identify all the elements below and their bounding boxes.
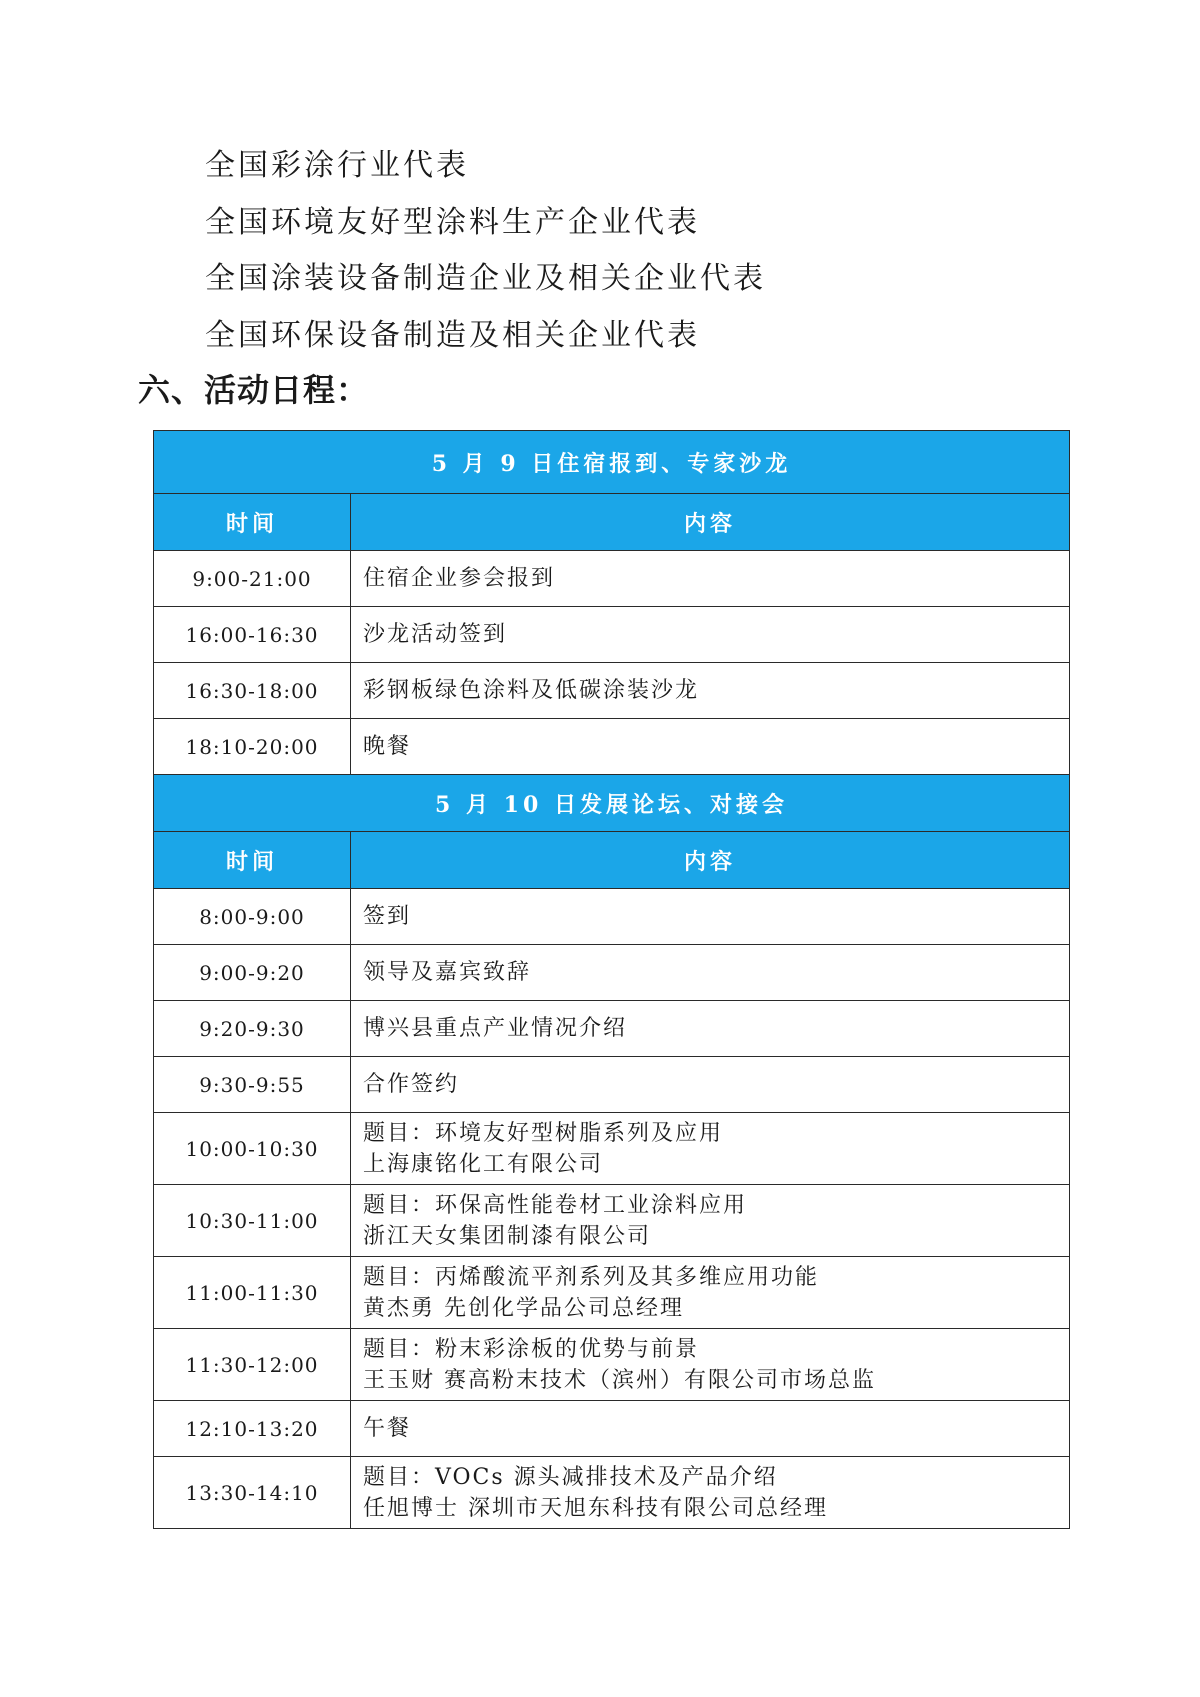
schedule-time: 11:00-11:30 xyxy=(154,1257,351,1329)
day2-title: 5 月 10 日发展论坛、对接会 xyxy=(154,775,1070,832)
schedule-time: 10:00-10:30 xyxy=(154,1113,351,1185)
schedule-row xyxy=(154,1185,1070,1257)
col-time-header: 时间 xyxy=(154,832,351,889)
schedule-row xyxy=(154,607,1070,663)
schedule-content xyxy=(351,1457,1070,1529)
schedule-time: 16:30-18:00 xyxy=(154,663,351,719)
schedule-content-line: 题目：环保高性能卷材工业涂料应用 xyxy=(363,1192,748,1218)
schedule-content-line: 题目：VOCs 源头减排技术及产品介绍 xyxy=(363,1464,778,1490)
schedule-content-line: 午餐 xyxy=(363,1416,412,1441)
schedule-time: 8:00-9:00 xyxy=(154,889,351,945)
schedule-content-line: 浙江天女集团制漆有限公司 xyxy=(363,1223,652,1249)
schedule-time: 12:10-13:20 xyxy=(154,1401,351,1457)
schedule-time: 9:20-9:30 xyxy=(154,1001,351,1057)
schedule-content-line: 彩钢板绿色涂料及低碳涂装沙龙 xyxy=(363,678,700,703)
schedule-row xyxy=(154,551,1070,607)
schedule-content xyxy=(351,889,1070,945)
schedule-content xyxy=(351,1401,1070,1457)
attendee-item: 全国环境友好型涂料生产企业代表 xyxy=(205,204,700,240)
schedule-row xyxy=(154,663,1070,719)
schedule-content xyxy=(351,719,1070,775)
schedule-time: 18:10-20:00 xyxy=(154,719,351,775)
schedule-content xyxy=(351,607,1070,663)
schedule-time: 10:30-11:00 xyxy=(154,1185,351,1257)
section-heading: 六、活动日程： xyxy=(138,371,370,409)
schedule-content-line: 题目：粉末彩涂板的优势与前景 xyxy=(363,1336,700,1362)
day2-header-row xyxy=(154,832,1070,889)
schedule-content-line: 黄杰勇 先创化学品公司总经理 xyxy=(363,1295,684,1321)
schedule-time: 11:30-12:00 xyxy=(154,1329,351,1401)
attendee-item: 全国环保设备制造及相关企业代表 xyxy=(205,317,700,353)
schedule-time: 9:00-21:00 xyxy=(154,551,351,607)
schedule-row xyxy=(154,1401,1070,1457)
schedule-content xyxy=(351,1257,1070,1329)
schedule-content xyxy=(351,1057,1070,1113)
schedule-content-line: 博兴县重点产业情况介绍 xyxy=(363,1016,628,1041)
schedule-time: 9:30-9:55 xyxy=(154,1057,351,1113)
schedule-time: 16:00-16:30 xyxy=(154,607,351,663)
col-time-header: 时间 xyxy=(154,494,351,551)
schedule-content xyxy=(351,1329,1070,1401)
schedule-row xyxy=(154,945,1070,1001)
schedule-row xyxy=(154,1457,1070,1529)
schedule-content-line: 题目：丙烯酸流平剂系列及其多维应用功能 xyxy=(363,1264,820,1290)
schedule-content-line: 签到 xyxy=(363,904,412,929)
schedule-content xyxy=(351,1185,1070,1257)
schedule-content-line: 晚餐 xyxy=(363,734,412,759)
schedule-content-line: 合作签约 xyxy=(363,1072,460,1097)
schedule-content xyxy=(351,551,1070,607)
schedule-time: 13:30-14:10 xyxy=(154,1457,351,1529)
day1-title: 5 月 9 日住宿报到、专家沙龙 xyxy=(154,431,1070,494)
attendee-item: 全国涂装设备制造企业及相关企业代表 xyxy=(205,261,766,296)
schedule-time: 9:00-9:20 xyxy=(154,945,351,1001)
schedule-content xyxy=(351,1113,1070,1185)
schedule-content-line: 领导及嘉宾致辞 xyxy=(363,960,532,985)
day2-title-row xyxy=(154,775,1070,832)
day1-title-row xyxy=(154,431,1070,494)
schedule-row xyxy=(154,1057,1070,1113)
col-content-header: 内容 xyxy=(351,832,1070,889)
schedule-table xyxy=(153,430,1070,1529)
schedule-row xyxy=(154,719,1070,775)
schedule-content-line: 沙龙活动签到 xyxy=(363,622,508,647)
schedule-row xyxy=(154,1113,1070,1185)
day1-header-row xyxy=(154,494,1070,551)
schedule-content-line: 王玉财 赛高粉末技术（滨州）有限公司市场总监 xyxy=(363,1367,876,1393)
col-content-header: 内容 xyxy=(351,494,1070,551)
schedule-content-line: 任旭博士 深圳市天旭东科技有限公司总经理 xyxy=(363,1495,828,1521)
schedule-row xyxy=(154,1329,1070,1401)
schedule-content xyxy=(351,1001,1070,1057)
schedule-row xyxy=(154,889,1070,945)
schedule-row xyxy=(154,1001,1070,1057)
schedule-content-line: 住宿企业参会报到 xyxy=(363,566,556,591)
schedule-content-line: 上海康铭化工有限公司 xyxy=(363,1151,604,1177)
schedule-content xyxy=(351,663,1070,719)
attendee-list xyxy=(205,138,766,364)
schedule-content-line: 题目：环境友好型树脂系列及应用 xyxy=(363,1120,724,1146)
schedule-content xyxy=(351,945,1070,1001)
schedule-row xyxy=(154,1257,1070,1329)
attendee-item: 全国彩涂行业代表 xyxy=(205,148,469,183)
